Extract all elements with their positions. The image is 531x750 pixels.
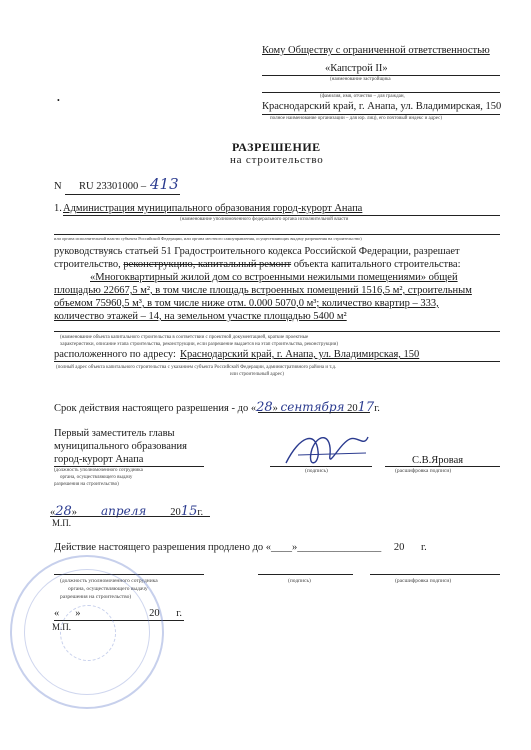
signatory-position-3: город-курорт Анапа [54, 454, 144, 465]
addressee-line-1: Кому Обществу с ограниченной ответственностью [262, 45, 490, 56]
object-line-3: объемом 75960,5 м³, в том числе ниже отм. 0.000 5070,0 м³; количество квартир – 333, [54, 298, 439, 309]
extension-name-underline [370, 574, 500, 575]
signature-underline [270, 466, 372, 467]
signatory-name-caption: (расшифровка подписи) [395, 468, 452, 474]
addressee-line-2: «Капстрой II» [325, 63, 388, 74]
addressee-address: Краснодарский край, г. Анапа, ул. Владимирская, 150 [262, 101, 502, 112]
issue-date-year-prefix: 20 [170, 507, 181, 518]
extension-blank-day: ____ [271, 542, 293, 553]
location-caption-1: (полный адрес объекта капитального строительства с указанием субъекта Российской Федерации, административного района и т.д. [56, 365, 337, 370]
issue-date-close: » [71, 507, 78, 518]
addressee-underline-4 [262, 114, 500, 115]
extension-line [54, 542, 427, 553]
validity-year-prefix: 20 [347, 403, 358, 414]
extension-signature-caption: (подпись) [288, 578, 311, 584]
signatory-name-underline [385, 466, 500, 467]
validity-underline [258, 412, 370, 413]
addressee-caption-2: (фамилия, имя, отчество – для граждан, [320, 94, 405, 99]
object-caption-1: (наименование объекта капитального строительства в соответствии с проектной документацией, краткие проектные [60, 335, 309, 340]
issue-date-year: 15 [180, 504, 198, 519]
location-underline [54, 361, 500, 362]
extension-caption-pos-1: (должность уполномоченного сотрудника [60, 578, 158, 584]
addressee-underline-2 [262, 75, 500, 76]
body-p2-strikethrough: реконструкцию, капитальный ремонт [123, 259, 292, 270]
official-seal-emblem [60, 605, 116, 661]
issue-date-open: « [50, 507, 56, 518]
signatory-caption-pos-2: органа, осуществляющего выдачу [60, 475, 133, 480]
extension-date-close: » [75, 608, 81, 619]
validity-year: 17 [357, 400, 375, 415]
issuer-name: Администрация муниципального образования город-курорт Анапа [63, 203, 363, 214]
signatory-position-1: Первый заместитель главы [54, 428, 175, 439]
signature-caption: (подпись) [305, 468, 328, 474]
extension-date-open: « [54, 608, 60, 619]
document-title: РАЗРЕШЕНИЕ [232, 140, 321, 154]
issuer-caption: (наименование уполномоченного федерального органа исполнительной власти [180, 217, 349, 222]
extension-date-mp: М.П. [52, 622, 72, 632]
signatory-position-underline [54, 466, 204, 467]
extension-year-prefix: 20 [393, 542, 405, 553]
extension-label: Действие настоящего разрешения продлено до « [54, 542, 272, 553]
extension-caption-pos-2: органа, осуществляющего выдачу [68, 586, 148, 592]
extension-date-year-prefix: 20 [149, 608, 160, 619]
object-line-2: площадью 22667,5 м², в том числе площадь встроенных помещений 1516,5 м², строительным [54, 285, 472, 296]
document-subtitle: на строительство [230, 154, 324, 166]
addressee-underline-3 [262, 92, 500, 93]
addressee-caption-1: (наименование застройщика [330, 77, 391, 82]
validity-year-suffix: г. [374, 403, 380, 414]
addressee-caption-3: полное наименование организации – для юр. лиц), его почтовый индекс и адрес) [270, 116, 442, 121]
extension-date-year-suffix: г. [176, 608, 182, 619]
issue-date-mp: М.П. [52, 518, 72, 528]
bullet-mark: • [57, 96, 60, 105]
extension-close: » [292, 542, 298, 553]
issue-date-month: апреля [101, 504, 147, 518]
extension-year-suffix: г. [421, 542, 427, 553]
location-label: расположенного по адресу: [54, 349, 176, 360]
extension-signature-underline [258, 574, 353, 575]
issuer-underline [63, 215, 500, 216]
permit-number: RU 23301000 – [79, 181, 147, 192]
body-paragraph-1: руководствуясь статьей 51 Градостроительного кодекса Российской Федерации, разрешает [54, 246, 460, 257]
object-underline [54, 331, 500, 332]
permit-number-handwritten: 413 [150, 175, 179, 193]
extension-caption-pos-3: разрешения на строительство) [60, 594, 132, 600]
issuer-underline-2 [54, 234, 500, 235]
location-value: Краснодарский край, г. Анапа, ул. Владимирская, 150 [180, 349, 420, 360]
validity-day: 28 [256, 400, 273, 415]
extension-blank-month: ________________ [297, 542, 382, 553]
issuer-index: 1. [54, 203, 62, 214]
body-paragraph-2 [54, 259, 461, 270]
validity-label: Срок действия настоящего разрешения - до « [54, 403, 257, 414]
issuer-caption-2: или органа исполнительной власти субъекта Российской Федерации, или органа местного самоуправления, осуществляющих выдачу разрешения на строительство) [54, 236, 362, 241]
signatory-caption-pos-1: (должность уполномоченного сотрудника [54, 468, 143, 473]
signatory-name: С.В.Яровая [412, 455, 464, 466]
issue-date-day: 28 [55, 504, 72, 519]
object-caption-2: характеристики, описание этапа строительства, реконструкции, если разрешение выдается на этап строительства, реконструкции) [60, 342, 338, 347]
body-p2-end: объекта капитального строительства: [293, 259, 461, 270]
extension-name-caption: (расшифровка подписи) [395, 578, 452, 584]
issue-date-underline [50, 516, 210, 517]
object-line-1: «Многоквартирный жилой дом со встроенными нежилыми помещениями» общей [90, 272, 458, 283]
location-caption-2: или строительный адрес) [230, 372, 284, 377]
validity-month: сентября [280, 400, 345, 414]
signatory-position-2: муниципального образования [54, 441, 187, 452]
number-prefix: N [54, 181, 62, 192]
official-seal-image [10, 555, 164, 709]
issue-date-year-suffix: г. [197, 507, 204, 518]
number-underline [65, 194, 180, 195]
object-line-4: количество этажей – 14, на земельном участке площадью 5400 м² [54, 311, 347, 322]
signatory-caption-pos-3: разрешения на строительство) [54, 482, 119, 487]
validity-quote: » [272, 403, 278, 414]
body-p2-start: строительство, [54, 259, 121, 270]
